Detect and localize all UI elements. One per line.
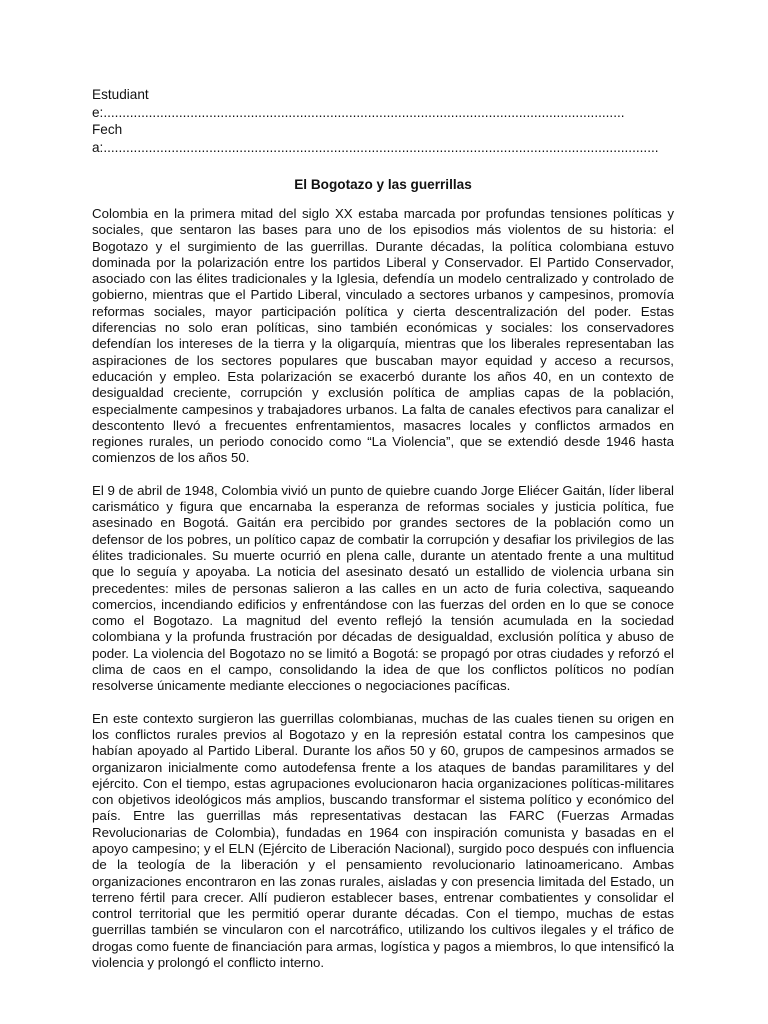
paragraph-3: En este contexto surgieron las guerrillas colombianas, muchas de las cuales tienen su origen en los conflictos rurales previos al Bogotazo y en la represión estatal contra los campesinos que habían apoyado al Partido Liberal. Durante los años 50 y 60, grupos de campesinos armados se organizaron inicialmente como autodefensa frente a los ataques de bandas paramilitares y del ejército. Con el tiempo, estas agrupaciones evolucionaron hacia organizaciones políticas-militares con objetivos ideológicos más amplios, buscando transformar el sistema político y económico del país. Entre las guerrillas más representativas destacan las FARC (Fuerzas Armadas Revolucionarias de Colombia), fundadas en 1964 con inspiración comunista y basadas en el apoyo campesino; y el ELN (Ejército de Liberación Nacional), surgido poco después con influencia de la teología de la liberación y el pensamiento revolucionario latinoamericano. Ambas organizaciones encontraron en las zonas rurales, aisladas y con presencia limitada del Estado, un terreno fértil para crecer. Allí pudieron establecer bases, entrenar combatientes y consolidar el control territorial que les permitió operar durante décadas. Con el tiempo, muchas de estas guerrillas también se vincularon con el narcotráfico, utilizando los cultivos ilegales y el tráfico de drogas como fuente de financiación para armas, logística y pagos a miembros, lo que intensificó la violencia y prolongó el conflicto interno.	[92, 710, 674, 971]
paragraph-2: El 9 de abril de 1948, Colombia vivió un punto de quiebre cuando Jorge Eliécer Gaitán, líder liberal carismático y figura que encarnaba la esperanza de reformas sociales y justicia política, fue asesinado en Bogotá. Gaitán era percibido por grandes sectores de la población como un defensor de los pobres, un político capaz de combatir la corrupción y desafiar los privilegios de las élites tradicionales. Su muerte ocurrió en plena calle, durante un atentado frente a una multitud que lo seguía y apoyaba. La noticia del asesinato desató un estallido de violencia urbana sin precedentes: miles de personas salieron a las calles en un acto de furia colectiva, saqueando comercios, incendiando edificios y enfrentándose con las fuerzas del orden en lo que se conoce como el Bogotazo. La magnitud del evento reflejó la tensión acumulada en la sociedad colombiana y la profunda frustración por décadas de desigualdad, exclusión política y abuso de poder. La violencia del Bogotazo no se limitó a Bogotá: se propagó por otras ciudades y reforzó el clima de caos en el campo, consolidando la idea de que los conflictos políticos no podían resolverse únicamente mediante elecciones o negociaciones pacíficas.	[92, 482, 674, 694]
date-line: Fecha:...................................................................................................................................................	[92, 122, 659, 155]
document-title: El Bogotazo y las guerrillas	[294, 177, 472, 192]
student-name-line: Estudiante:..........................................................................................................................................	[92, 87, 625, 120]
paragraph-1: Colombia en la primera mitad del siglo XX estaba marcada por profundas tensiones políticas y sociales, que sentaron las bases para uno de los episodios más violentos de su historia: el Bogotazo y el surgimiento de las guerrillas. Durante décadas, la política colombiana estuvo dominada por la polarización entre los partidos Liberal y Conservador. El Partido Conservador, asociado con las élites tradicionales y la Iglesia, defendía un modelo centralizado y controlado de gobierno, mientras que el Partido Liberal, vinculado a sectores urbanos y campesinos, promovía reformas sociales, mayor participación política y cierta descentralización del poder. Estas diferencias no solo eran políticas, sino también económicas y sociales: los conservadores defendían los intereses de la tierra y la oligarquía, mientras que los liberales representaban las aspiraciones de los sectores populares que buscaban mayor equidad y acceso a recursos, educación y empleo. Esta polarización se exacerbó durante los años 40, en un contexto de desigualdad creciente, corrupción y exclusión política de amplias capas de la población, especialmente campesinos y trabajadores urbanos. La falta de canales efectivos para canalizar el descontento llevó a frecuentes enfrentamientos, masacres locales y conflictos armados en regiones rurales, un periodo conocido como “La Violencia”, que se extendió desde 1946 hasta comienzos de los años 50.	[92, 206, 674, 466]
document-page	[92, 86, 674, 987]
